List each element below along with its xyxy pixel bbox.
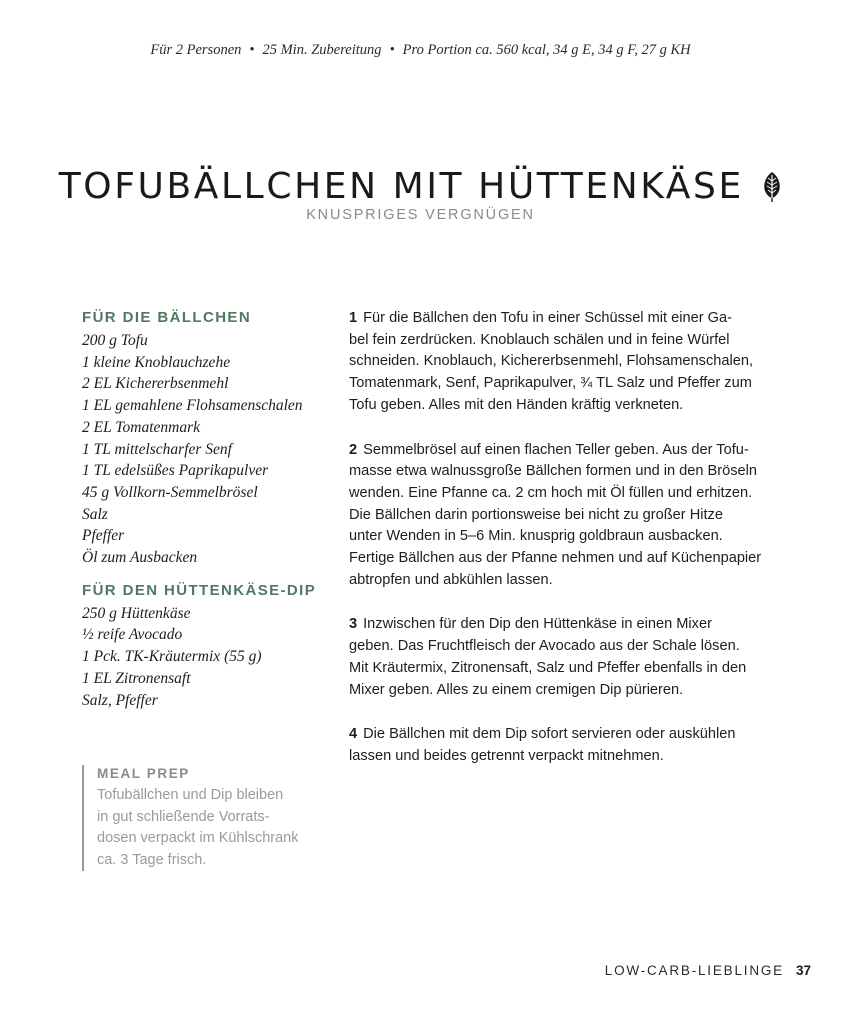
ingredient-item: 1 TL mittelscharfer Senf (82, 440, 232, 458)
meal-prep-note (82, 765, 337, 871)
step-number: 4 (349, 726, 358, 743)
step-number: 1 (349, 310, 358, 326)
ingredient-item: 2 EL Tomatenmark (82, 418, 200, 436)
page-footer (605, 963, 811, 978)
step-number: 3 (349, 616, 358, 633)
step-text: Semmelbrösel auf einen flachen Teller geben. Aus der Tofu- masse etwa walnussgroße Bällchen formen und in den Bröseln wenden. Eine Pfanne ca. 2 cm hoch mit Öl füllen und erhitzen. Die Bällchen darin portionsweise bei nicht zu großer Hitze unter Wenden in 5–6 Min. knusprig goldbraun ausbacken. Fertige Bällchen aus der Pfanne nehmen und auf Küchenpapier abtropfen und abkühlen lassen. (349, 441, 762, 588)
ingredient-item: 1 Pck. TK-Kräutermix (55 g) (82, 648, 262, 666)
ingredient-item: 200 g Tofu (82, 332, 148, 349)
ingredient-item: 45 g Vollkorn-Semmelbrösel (82, 483, 258, 501)
instruction-step (349, 724, 789, 767)
recipe-title: TOFUBÄLLCHEN MIT HÜTTENKÄSE (58, 166, 744, 208)
ingredient-item: Salz, Pfeffer (82, 691, 158, 709)
meta-separator: • (389, 42, 395, 58)
leaf-icon (762, 171, 782, 203)
instruction-step (349, 308, 789, 417)
ingredient-item: Salz (82, 505, 108, 523)
ingredient-item: 1 TL edelsüßes Paprikapulver (82, 462, 269, 480)
ingredient-item: Pfeffer (82, 527, 125, 545)
ingredient-group-heading: FÜR DIE BÄLLCHEN (82, 309, 252, 326)
meal-prep-heading: MEAL PREP (97, 766, 190, 781)
ingredient-item: 250 g Hüttenkäse (82, 604, 191, 622)
ingredient-group-dip (82, 581, 322, 712)
instruction-step (349, 440, 789, 592)
step-number: 2 (349, 441, 358, 458)
meta-separator: • (249, 42, 255, 58)
step-text: Für die Bällchen den Tofu in einer Schüssel mit einer Ga- bel fein zerdrücken. Knoblauch schälen und in feine Würfel schneiden. Knoblauch, Kichererbsenmehl, Flohsamenschalen, Tomatenmark, Senf, Paprikapulver, ¾ TL Salz und Pfeffer zum Tofu geben. Alles mit den Händen kräftig verkneten. (349, 310, 754, 413)
step-text: Inzwischen für den Dip den Hüttenkäse in einen Mixer geben. Das Fruchtfleisch der Avocado aus der Schale lösen. Mit Kräutermix, Zitronensaft, Salz und Pfeffer ebenfalls in den Mixer geben. Alles zu einem cremigen Dip pürieren. (349, 616, 747, 698)
meal-prep-text: Tofubällchen und Dip bleiben in gut schließende Vorrats- dosen verpackt im Kühlschrank ca. 3 Tage frisch. (97, 787, 299, 868)
recipe-meta-line (0, 42, 841, 59)
ingredients-column (82, 308, 322, 711)
prep-time-text: 25 Min. Zubereitung (262, 42, 382, 58)
ingredient-item: 1 EL Zitronensaft (82, 669, 191, 687)
recipe-subtitle: KNUSPRIGES VERGNÜGEN (306, 207, 535, 223)
ingredient-group-heading: FÜR DEN HÜTTENKÄSE-DIP (82, 581, 317, 599)
instructions-column (349, 308, 789, 791)
ingredient-item: 1 EL gemahlene Flohsamenschalen (82, 397, 303, 415)
nutrition-text: Pro Portion ca. 560 kcal, 34 g E, 34 g F, 27 g KH (402, 42, 691, 58)
step-text: Die Bällchen mit dem Dip sofort servieren oder auskühlen lassen und beides getrennt verpackt mitnehmen. (349, 726, 736, 764)
ingredient-group-balls (82, 308, 322, 569)
ingredient-item: 1 kleine Knoblauchzehe (82, 353, 231, 371)
ingredient-list (82, 603, 322, 712)
footer-section-title: LOW-CARB-LIEBLINGE (604, 963, 784, 978)
ingredient-item: Öl zum Ausbacken (82, 549, 198, 567)
ingredient-list (82, 330, 322, 569)
page-number: 37 (795, 963, 811, 978)
instruction-step (349, 614, 789, 701)
servings-text: Für 2 Personen (150, 42, 242, 58)
ingredient-item: 2 EL Kichererbsenmehl (82, 375, 229, 393)
ingredient-item: ½ reife Avocado (82, 626, 183, 644)
